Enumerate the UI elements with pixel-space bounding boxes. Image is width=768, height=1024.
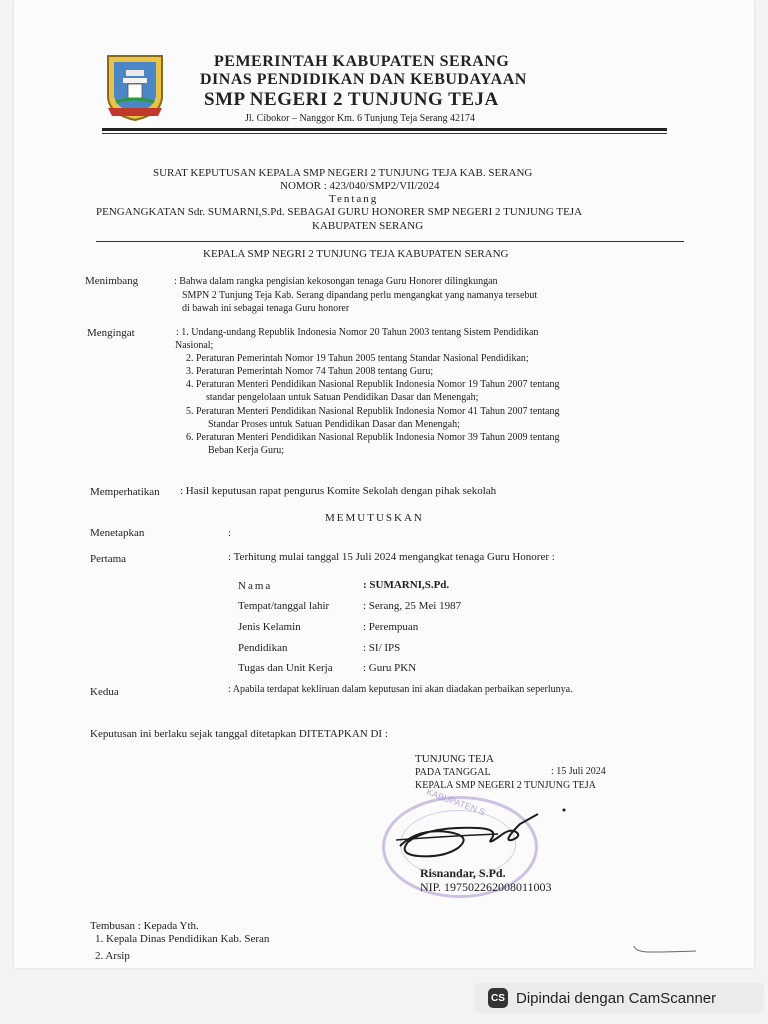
header-address: Jl. Cibokor – Nanggor Km. 6 Tunjung Teja Serang 42174 (245, 113, 475, 124)
memperhatikan-label: Memperhatikan (90, 486, 160, 498)
decree-subject-region: KABUPATEN SERANG (312, 220, 424, 232)
signature-scribble-icon (388, 806, 578, 866)
decree-title: SURAT KEPUTUSAN KEPALA SMP NEGERI 2 TUNJUNG TEJA KAB. SERANG (153, 167, 533, 179)
tembusan-item-1: 1. Kepala Dinas Pendidikan Kab. Seran (95, 933, 270, 945)
jenis-kelamin-label: Jenis Kelamin (238, 621, 301, 633)
tembusan-item-2: 2. Arsip (95, 950, 130, 962)
mengingat-item-1: : 1. Undang-undang Republik Indonesia Nomor 20 Tahun 2003 tentang Sistem Pendidikan (176, 327, 539, 338)
mengingat-item-6b: Beban Kerja Guru; (208, 445, 285, 456)
mengingat-item-1b: Nasional; (175, 340, 214, 351)
ttl-value: : Serang, 25 Mei 1987 (363, 600, 462, 612)
header-divider-thin (102, 133, 667, 134)
pen-mark-icon (630, 940, 700, 956)
mengingat-item-5: 5. Peraturan Menteri Pendidikan Nasional Republik Indonesia Nomor 41 Tahun 2007 tentang (186, 406, 560, 417)
memperhatikan-text: : Hasil keputusan rapat pengurus Komite Sekolah dengan pihak sekolah (180, 485, 497, 497)
mengingat-item-3: 3. Peraturan Pemerintah Nomor 74 Tahun 2008 tentang Guru; (186, 366, 434, 377)
signature-position: KEPALA SMP NEGERI 2 TUNJUNG TEJA (415, 780, 596, 791)
kedua-label: Kedua (90, 686, 119, 698)
camscanner-logo-icon: CS (488, 988, 508, 1008)
signatory-nip: NIP. 197502262008011003 (420, 880, 552, 894)
decree-number: NOMOR : 423/040/SMP2/VII/2024 (280, 180, 440, 192)
mengingat-item-4b: standar pengelolaan untuk Satuan Pendidikan Dasar dan Menengah; (206, 392, 479, 403)
menimbang-text-3: di bawah ini sebagai tenaga Guru honorer (182, 303, 350, 314)
berlaku-text: Keputusan ini berlaku sejak tanggal ditetapkan DITETAPKAN DI : (90, 728, 388, 740)
signature-date-label: PADA TANGGAL (415, 767, 491, 778)
nama-label: Nama (238, 580, 273, 592)
pendidikan-label: Pendidikan (238, 642, 288, 654)
jenis-kelamin-value: : Perempuan (363, 621, 419, 633)
signatory-name: Risnandar, S.Pd. (420, 866, 506, 880)
document-page (14, 0, 754, 968)
header-government: PEMERINTAH KABUPATEN SERANG (214, 53, 510, 70)
header-divider (102, 128, 667, 131)
decree-issuer: KEPALA SMP NEGRI 2 TUNJUNG TEJA KABUPATEN SERANG (203, 248, 509, 260)
mengingat-item-4: 4. Peraturan Menteri Pendidikan Nasional Republik Indonesia Nomor 19 Tahun 2007 tentang (186, 379, 560, 390)
pendidikan-value: : SI/ IPS (363, 642, 401, 654)
memutuskan-heading: MEMUTUSKAN (325, 512, 424, 524)
kedua-text: : Apabila terdapat kekliruan dalam keputusan ini akan diadakan perbaikan seperlunya. (228, 684, 573, 695)
camscanner-text: Dipindai dengan CamScanner (516, 989, 717, 1007)
regency-emblem-icon (104, 52, 166, 122)
mengingat-item-5b: Standar Proses untuk Satuan Pendidikan Dasar dan Menengah; (208, 419, 460, 430)
camscanner-watermark (474, 983, 764, 1013)
stamp-text: KABUPATEN S (425, 786, 487, 818)
tugas-label: Tugas dan Unit Kerja (238, 662, 333, 674)
pertama-label: Pertama (90, 553, 127, 565)
nama-value: : SUMARNI,S.Pd. (363, 579, 450, 591)
tugas-value: : Guru PKN (363, 662, 417, 674)
ttl-label: Tempat/tanggal lahir (238, 600, 330, 612)
menimbang-text: : Bahwa dalam rangka pengisian kekosongan tenaga Guru Honorer dilingkungan (174, 276, 498, 287)
menetapkan-colon: : (228, 527, 232, 539)
mengingat-item-2: 2. Peraturan Pemerintah Nomor 19 Tahun 2005 tentang Standar Nasional Pendidikan; (186, 353, 529, 364)
pertama-text: : Terhitung mulai tanggal 15 Juli 2024 mengangkat tenaga Guru Honorer : (228, 551, 555, 563)
decree-subject: PENGANGKATAN Sdr. SUMARNI,S.Pd. SEBAGAI GURU HONORER SMP NEGERI 2 TUNJUNG TEJA (96, 206, 583, 218)
header-school: SMP NEGERI 2 TUNJUNG TEJA (204, 89, 499, 110)
mengingat-item-6: 6. Peraturan Menteri Pendidikan Nasional Republik Indonesia Nomor 39 Tahun 2009 tentang (186, 432, 560, 443)
menimbang-label: Menimbang (85, 275, 139, 287)
header-department: DINAS PENDIDIKAN DAN KEBUDAYAAN (200, 71, 527, 88)
signature-place: TUNJUNG TEJA (415, 753, 494, 765)
menimbang-text-2: SMPN 2 Tunjung Teja Kab. Serang dipandang perlu mengangkat yang namanya tersebut (182, 290, 538, 301)
decree-tentang: Tentang (329, 193, 379, 205)
tembusan-label: Tembusan : Kepada Yth. (90, 920, 199, 932)
title-divider (96, 241, 684, 242)
menetapkan-label: Menetapkan (90, 527, 145, 539)
signature-date-value: : 15 Juli 2024 (551, 766, 606, 777)
mengingat-label: Mengingat (87, 327, 135, 339)
